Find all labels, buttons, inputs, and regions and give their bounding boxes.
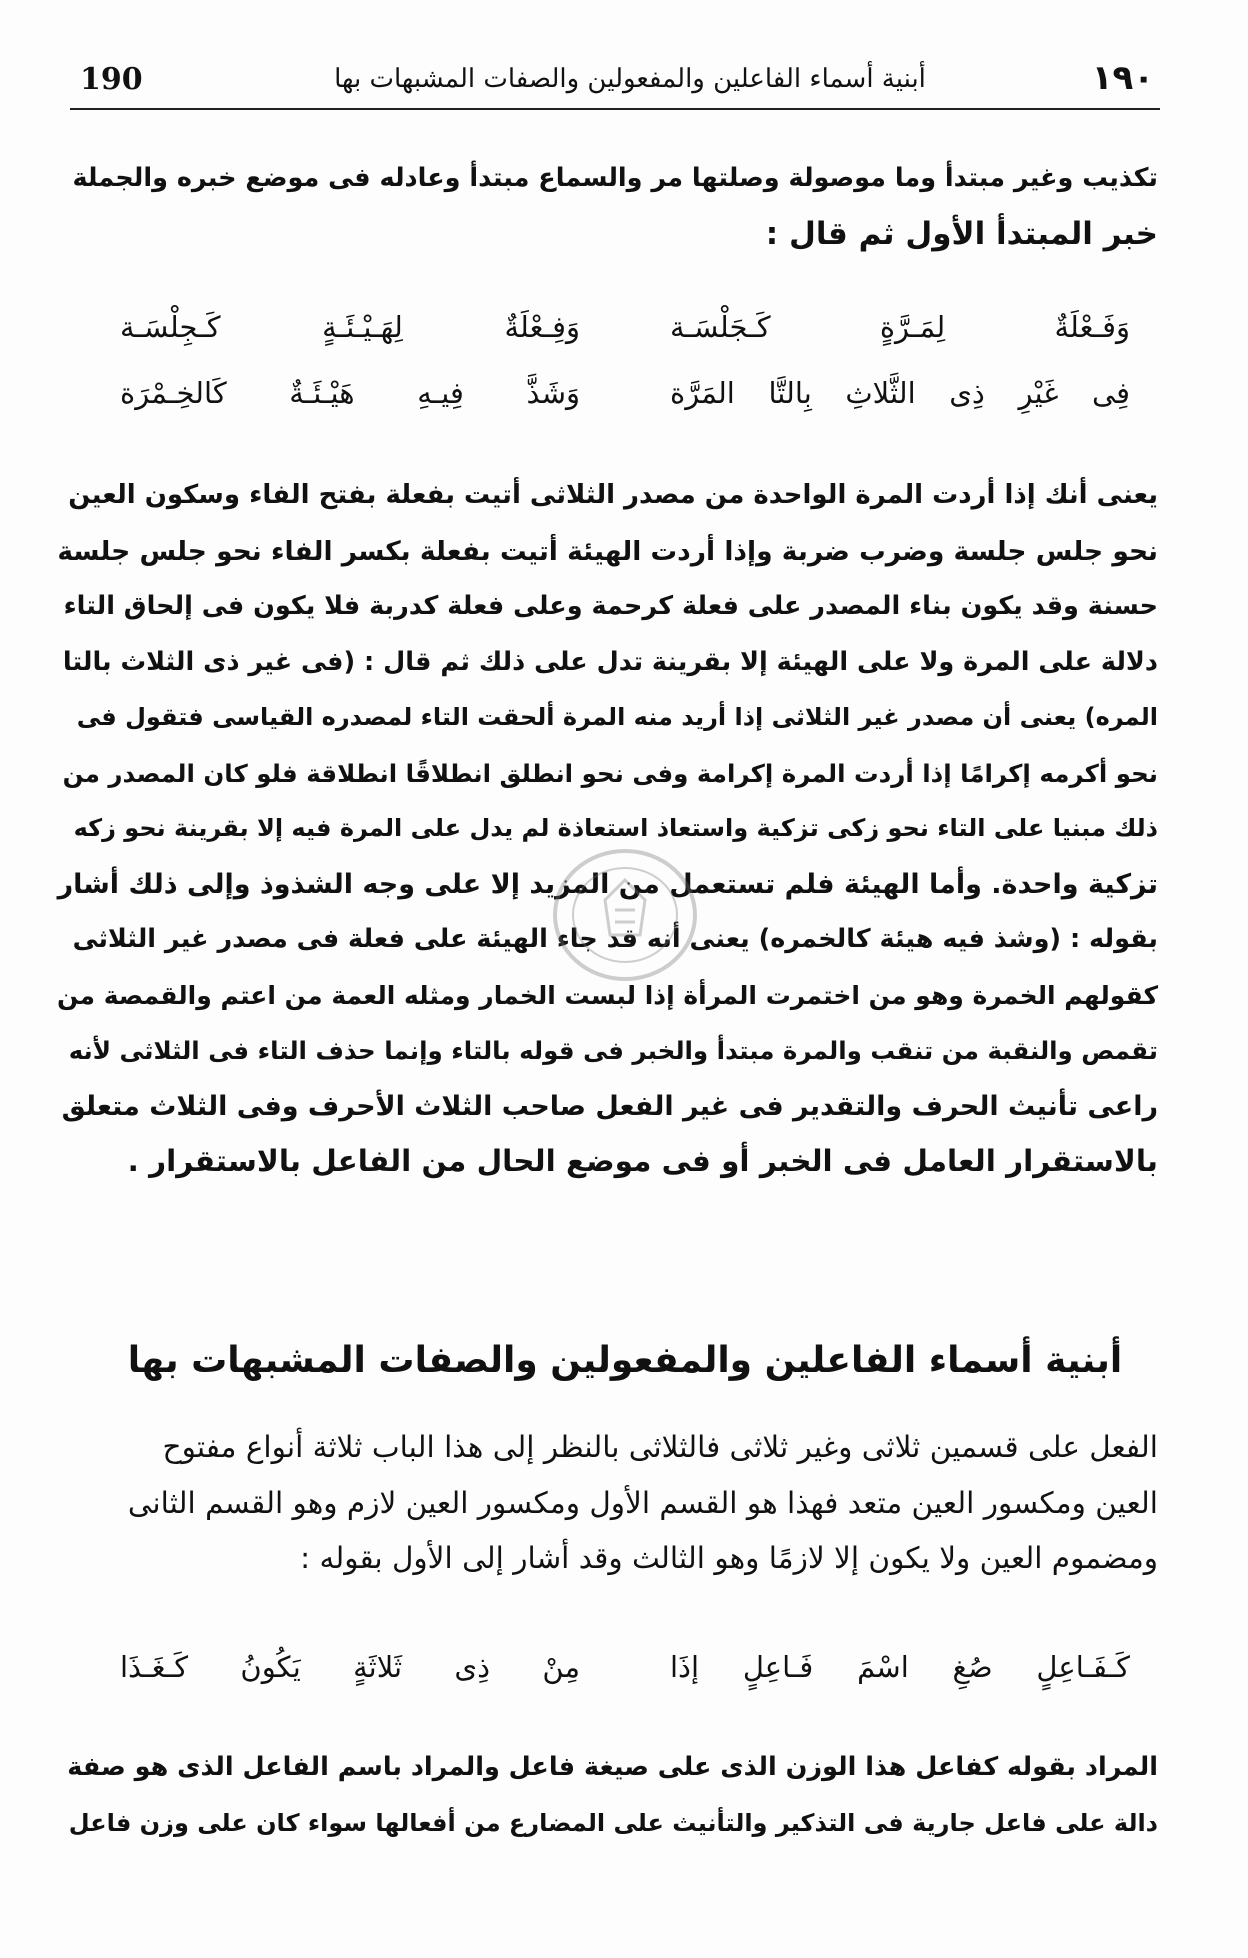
text-line: دلالة على المرة ولا على الهيئة إلا بقرينة تدل على ذلك ثم قال : (فى غير ذى الثلاث بالتا xyxy=(62,646,1158,677)
explanation-paragraph xyxy=(58,1740,1158,1851)
verse-line-2 xyxy=(120,376,1130,436)
page-number-arabic: ١٩٠ xyxy=(1091,58,1154,98)
intro-paragraph xyxy=(58,150,1158,262)
text-line: كقولهم الخمرة وهو من اختمرت المرأة إذا لبست الخمار ومثله العمة من اعتم والقمصة من xyxy=(57,980,1158,1010)
page-number-latin: 190 xyxy=(80,62,143,97)
verse-first-hemistich: وَفَـعْلَةٌ لِمَـرَّةٍ كَـجَلْسَـة xyxy=(670,310,1130,344)
verse-first-hemistich: كَـفَـاعِلٍ صُغِ اسْمَ فَـاعِلٍ إذَا xyxy=(670,1650,1130,1684)
text-line: بالاستقرار العامل فى الخبر أو فى موضع الحال من الفاعل بالاستقرار . xyxy=(127,1144,1158,1178)
text-line: راعى تأنيث الحرف والتقدير فى غير الفعل صاحب الثلاث الأحرف وفى الثلاث متعلق xyxy=(61,1090,1158,1122)
verse-first-hemistich: فِى غَيْرِ ذِى الثَّلاثِ بِالتَّا المَرَّة xyxy=(670,376,1130,410)
text-line: العين ومكسور العين متعد فهذا هو القسم الأول ومكسور العين لازم وهو القسم الثانى xyxy=(127,1485,1158,1520)
text-line: تكذيب وغير مبتدأ وما موصولة وصلتها مر والسماع مبتدأ وعادله فى موضع خبره والجملة xyxy=(72,163,1158,193)
running-title: أبنية أسماء الفاعلين والمفعولين والصفات المشبهات بها xyxy=(334,64,926,94)
text-line: يعنى أنك إذا أردت المرة الواحدة من مصدر الثلاثى أتيت بفعلة بفتح الفاء وسكون العين xyxy=(68,480,1158,510)
page-header xyxy=(70,58,1160,110)
text-line: نحو جلس جلسة وضرب ضربة وإذا أردت الهيئة أتيت بفعلة بكسر الفاء نحو جلس جلسة xyxy=(57,535,1158,567)
verse-line-3 xyxy=(120,1650,1130,1710)
text-line: المراد بقوله كفاعل هذا الوزن الذى على صيغة فاعل والمراد باسم الفاعل الذى هو صفة xyxy=(67,1752,1158,1782)
section-heading: أبنية أسماء الفاعلين والمفعولين والصفات المشبهات بها xyxy=(127,1340,1123,1381)
verse-line-1 xyxy=(120,310,1130,370)
verse-second-hemistich: وَفِـعْلَةٌ لِهَـيْـئَـةٍ كَـجِلْسَـة xyxy=(120,310,580,344)
text-line: نحو أكرمه إكرامًا إذا أردت المرة إكرامة وفى نحو انطلق انطلاقًا انطلاقة فلو كان المصدر من xyxy=(62,758,1158,788)
text-line: ومضموم العين ولا يكون إلا لازمًا وهو الثالث وقد أشار إلى الأول بقوله : xyxy=(300,1541,1158,1575)
text-line: تزكية واحدة. وأما الهيئة فلم تستعمل من المزيد إلا على وجه الشذوذ وإلى ذلك أشار xyxy=(57,868,1158,900)
verse-second-hemistich: وَشَذَّ فِيـهِ هَيْـئَـةٌ كَالخِـمْرَة xyxy=(120,376,580,410)
text-line: المره) يعنى أن مصدر غير الثلاثى إذا أريد منه المرة ألحقت التاء لمصدره القياسى فتقول فى xyxy=(76,703,1158,731)
text-line: الفعل على قسمين ثلاثى وغير ثلاثى فالثلاثى بالنظر إلى هذا الباب ثلاثة أنواع مفتوح xyxy=(162,1430,1158,1464)
text-line: بقوله : (وشذ فيه هيئة كالخمره) يعنى أنه قد جاء الهيئة على فعلة فى مصدر غير الثلاثى xyxy=(72,924,1158,954)
section-intro-paragraph xyxy=(58,1420,1158,1587)
verse-second-hemistich: مِنْ ذِى ثَلاثَةٍ يَكُونُ كَـغَـذَا xyxy=(120,1650,580,1684)
text-line: خبر المبتدأ الأول ثم قال : xyxy=(765,216,1158,252)
text-line: تقمص والنقبة من تنقب والمرة مبتدأ والخبر فى قوله بالتاء وإنما حذف التاء فى الثلاثى لأنه xyxy=(68,1036,1158,1065)
commentary-paragraph xyxy=(58,468,1158,1190)
text-line: دالة على فاعل جارية فى التذكير والتأنيث على المضارع من أفعالها سواء كان على وزن فاعل xyxy=(68,1808,1158,1837)
text-line: حسنة وقد يكون بناء المصدر على فعلة كرحمة وعلى فعلة كدربة فلا يكون فى إلحاق التاء xyxy=(63,591,1158,621)
text-line: ذلك مبنيا على التاء نحو زكى تزكية واستعاذ استعاذة لم يدل على المرة فيه إلا بقرينة نحو زكه xyxy=(73,814,1158,842)
library-seal-stamp-icon xyxy=(545,840,705,990)
